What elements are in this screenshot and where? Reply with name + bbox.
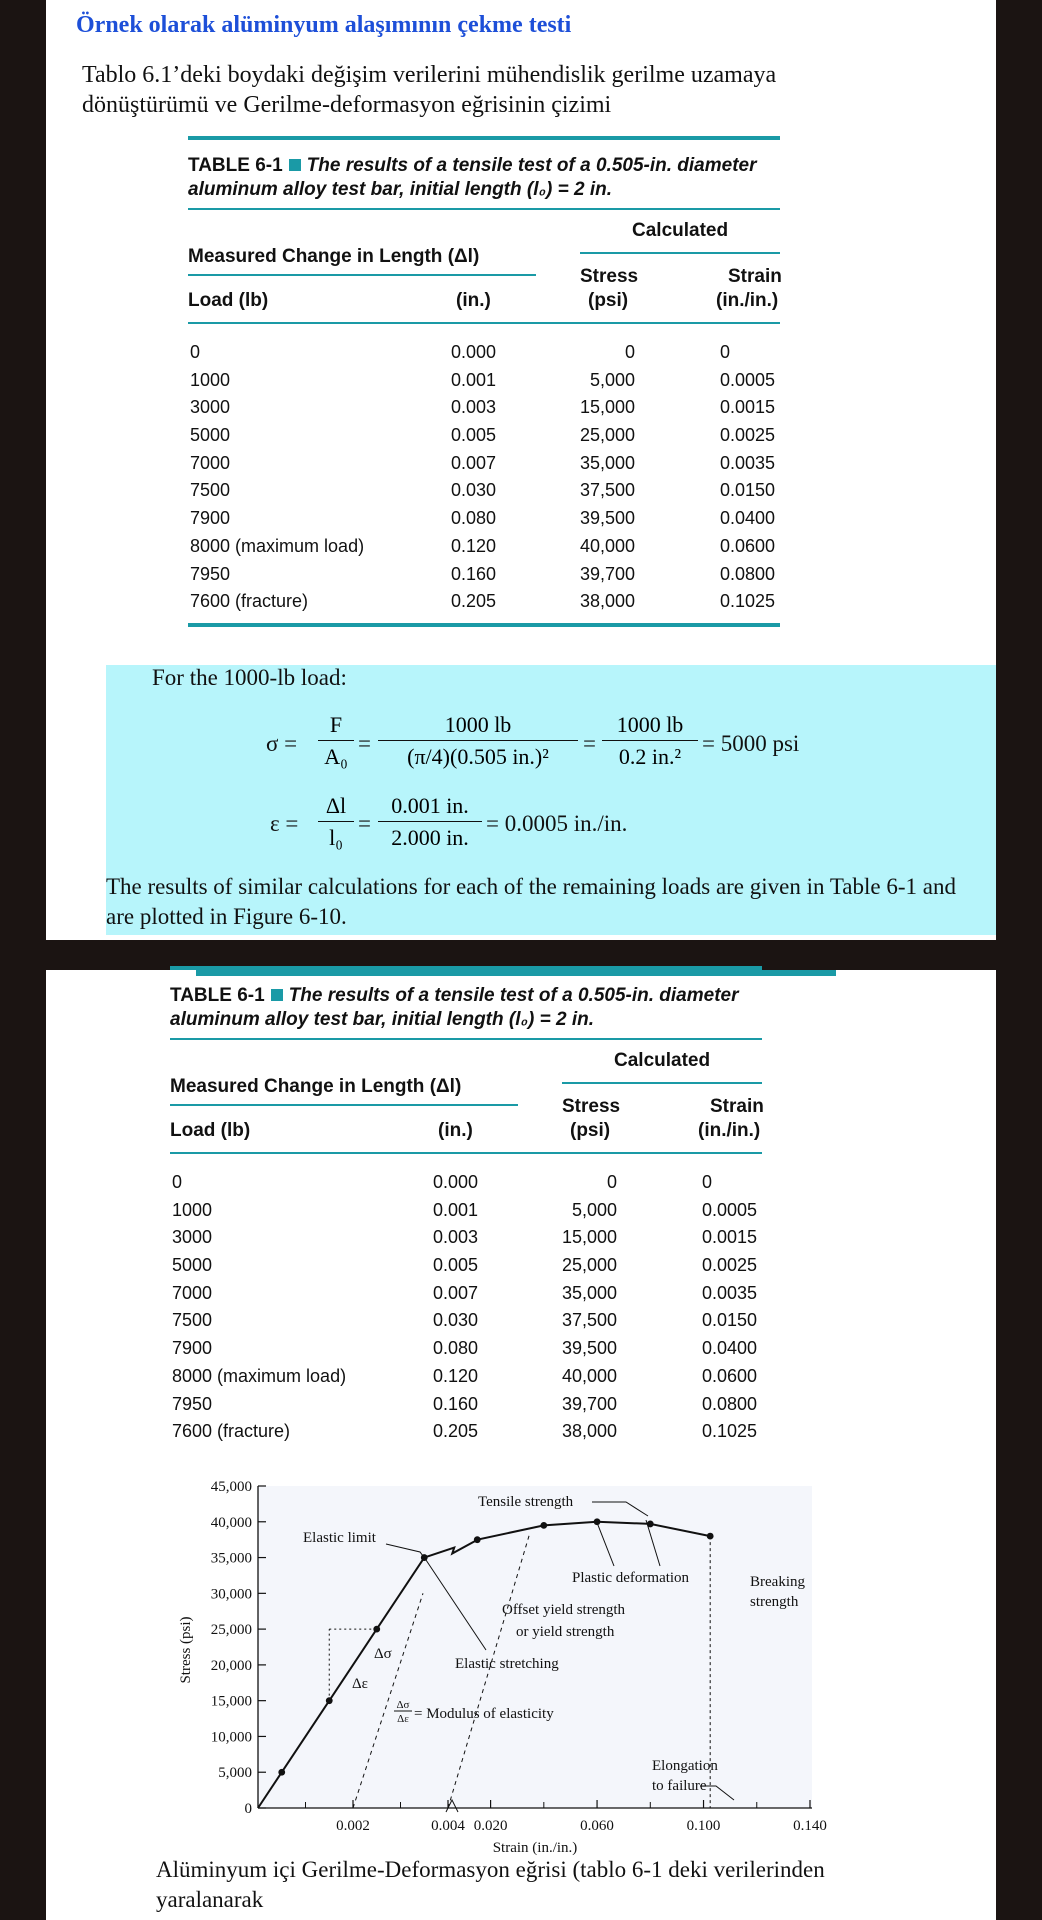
measured-header: Measured Change in Length (Δl) [188,246,480,267]
calc-intro: For the 1000-lb load: [152,665,347,690]
load-header: Load (lb) [170,1120,251,1141]
load-header: Load (lb) [188,290,269,311]
modulus-label: = Modulus of elasticity [414,1706,554,1722]
stress-cell: 40,000 [579,535,635,556]
strain-cell: 0.0600 [702,1365,758,1386]
stress-cell: 39,700 [579,563,635,584]
length-change-cell: 0.160 [433,1393,479,1414]
length-change-cell: 0.080 [433,1338,479,1359]
table-caption-text: The results of a tensile test of a 0.505-in. diameter aluminum alloy test bar, initial length (l₀) = 2 in. [170,985,739,1030]
fraction-2-num: 1000 lb [602,712,698,741]
data-point [278,1769,285,1776]
stress-cell: 0 [624,342,635,362]
inch-header: (in.) [456,290,491,311]
strain-cell: 0.0800 [702,1393,758,1414]
l0-symbol: l₀ [329,825,343,850]
y-tick-label: 40,000 [210,1514,252,1531]
modulus-frac-den: Δε [397,1713,409,1725]
strain-cell: 0.1025 [720,591,776,612]
fraction-3-num: 0.001 in. [378,793,482,822]
elongation-label-2: to failure [652,1778,707,1794]
stress-cell: 39,700 [561,1393,617,1414]
strain-cell: 0.0400 [720,508,776,529]
fraction-1-num: 1000 lb [378,712,578,741]
length-change-cell: 0.160 [451,563,497,584]
length-change-cell: 0.003 [451,397,497,418]
stress-unit-header: (psi) [588,290,629,311]
strain-cell: 0.0015 [702,1227,758,1248]
plastic-deformation-label: Plastic deformation [572,1570,690,1586]
y-tick-label: 45,000 [210,1479,252,1495]
elongation-label-1: Elongation [652,1758,718,1774]
strain-cell: 0.0035 [702,1282,758,1303]
stress-cell: 40,000 [561,1365,617,1386]
strain-cell: 0.0025 [720,425,776,446]
page-heading: Örnek olarak alüminyum alaşımının çekme testi [76,12,572,38]
y-tick-label: 30,000 [210,1586,252,1603]
y-tick-label: 35,000 [210,1550,252,1567]
data-point [540,1522,547,1529]
y-tick-label: 25,000 [210,1622,252,1639]
modulus-frac-num: Δσ [396,1699,410,1711]
fraction-1-den: (π/4)(0.505 in.)² [407,744,549,769]
stress-unit-header: (psi) [570,1120,611,1141]
sigma-symbol: σ = [266,731,298,756]
length-change-cell: 0.120 [433,1365,479,1386]
stress-cell: 39,500 [579,508,635,529]
table-label: TABLE 6-1 [170,985,265,1006]
load-cell: 8000 (maximum load) [172,1365,347,1386]
figure-caption: Alüminyum içi Gerilme-Deformasyon eğrisi (tablo 6-1 deki verilerinden yaralanarak [156,1857,825,1912]
length-change-cell: 0.005 [433,1255,479,1276]
equals-2: = [583,731,596,756]
load-cell: 0 [190,342,201,362]
length-change-cell: 0.001 [451,369,497,390]
equals-1: = [358,731,371,756]
load-cell: 7950 [190,563,231,584]
strain-header: Strain [728,266,782,287]
load-cell: 7900 [190,508,231,529]
stress-cell: 5,000 [589,369,635,390]
delta-epsilon-label: Δε [352,1676,368,1692]
x-tick-label: 0.020 [473,1818,508,1834]
length-change-cell: 0.000 [433,1172,479,1192]
strain-cell: 0.0035 [720,452,776,473]
x-axis-label: Strain (in./in.) [492,1840,578,1856]
stress-cell: 0 [606,1172,617,1192]
equals-3: = [358,811,371,836]
length-change-cell: 0.003 [433,1227,479,1248]
results-paragraph: The results of similar calculations for each of the remaining loads are given in Table 6-1 and are plotted in Figure 6-10. [106,874,956,929]
stress-cell: 35,000 [579,452,635,473]
dl-symbol: Δl [318,793,354,822]
stress-cell: 35,000 [561,1282,617,1303]
data-point [474,1536,481,1543]
load-cell: 7500 [190,480,231,501]
stress-cell: 25,000 [561,1255,617,1276]
strain-cell: 0.0005 [702,1199,758,1220]
measured-header: Measured Change in Length (Δl) [170,1076,462,1097]
stress-header: Stress [562,1096,621,1117]
x-tick-label: 0.004 [431,1818,465,1834]
length-change-cell: 0.205 [451,591,497,612]
y-tick-label: 5,000 [218,1765,252,1782]
strain-cell: 0.1025 [702,1421,758,1442]
fraction-2-den: 0.2 in.² [618,744,682,769]
stress-cell: 15,000 [561,1227,617,1248]
calculated-header: Calculated [632,220,729,241]
a0-symbol: A₀ [324,744,348,769]
stress-result: = 5000 psi [702,731,800,756]
strain-cell: 0.0400 [702,1338,758,1359]
length-change-cell: 0.205 [433,1421,479,1442]
delta-sigma-label: Δσ [374,1646,392,1662]
length-change-cell: 0.000 [451,342,497,362]
load-cell: 5000 [172,1255,213,1276]
y-tick-label: 0 [244,1801,252,1817]
load-cell: 3000 [190,397,231,418]
y-tick-label: 20,000 [210,1657,252,1674]
strain-cell: 0.0150 [720,480,776,501]
strain-unit-header: (in./in.) [716,290,779,311]
strain-result: = 0.0005 in./in. [486,811,628,836]
strain-cell: 0 [702,1172,713,1192]
stress-cell: 39,500 [561,1338,617,1359]
y-tick-label: 10,000 [210,1729,252,1746]
stress-cell: 15,000 [579,397,635,418]
calculated-header: Calculated [614,1050,711,1071]
load-cell: 0 [172,1172,183,1192]
breaking-label-2: strength [750,1594,799,1610]
x-tick-label: 0.100 [686,1818,721,1834]
epsilon-symbol: ε = [270,811,299,836]
strain-unit-header: (in./in.) [698,1120,761,1141]
y-axis-label: Stress (psi) [178,1616,194,1684]
offset-label-1: Offset yield strength [502,1602,626,1618]
strain-header: Strain [710,1096,764,1117]
x-tick-label: 0.002 [336,1818,370,1834]
f-symbol: F [318,712,354,741]
length-change-cell: 0.080 [451,508,497,529]
length-change-cell: 0.007 [451,452,497,473]
strain-cell: 0 [720,342,731,362]
breaking-label-1: Breaking [750,1574,805,1590]
table-caption-text: The results of a tensile test of a 0.505-in. diameter aluminum alloy test bar, initial length (l₀) = 2 in. [188,155,757,200]
load-cell: 7600 (fracture) [172,1421,291,1442]
length-change-cell: 0.030 [433,1310,479,1331]
stress-cell: 25,000 [579,425,635,446]
length-change-cell: 0.030 [451,480,497,501]
x-tick-label: 0.140 [793,1818,827,1834]
stress-cell: 38,000 [579,591,635,612]
strain-cell: 0.0025 [702,1255,758,1276]
inch-header: (in.) [438,1120,473,1141]
load-cell: 7000 [172,1282,213,1303]
load-cell: 5000 [190,425,231,446]
stress-cell: 5,000 [571,1199,617,1220]
stress-cell: 38,000 [561,1421,617,1442]
length-change-cell: 0.120 [451,535,497,556]
fraction-3-den: 2.000 in. [391,825,469,850]
length-change-cell: 0.007 [433,1282,479,1303]
stress-cell: 37,500 [579,480,635,501]
y-tick-label: 15,000 [210,1693,252,1710]
load-cell: 7000 [190,452,231,473]
strain-cell: 0.0600 [720,535,776,556]
strain-cell: 0.0015 [720,397,776,418]
load-cell: 8000 (maximum load) [190,535,365,556]
load-cell: 7950 [172,1393,213,1414]
offset-label-2: or yield strength [516,1624,615,1640]
strain-cell: 0.0800 [720,563,776,584]
elastic-limit-label: Elastic limit [303,1530,376,1546]
length-change-cell: 0.001 [433,1199,479,1220]
elastic-stretching-label: Elastic stretching [455,1656,559,1672]
page-subtitle: Tablo 6.1’deki boydaki değişim verilerini mühendislik gerilme uzamaya dönüştürümü ve Gerilme-deformasyon eğrisinin çizimi [82,62,777,118]
tensile-strength-label: Tensile strength [478,1494,574,1510]
load-cell: 1000 [172,1199,213,1220]
length-change-cell: 0.005 [451,425,497,446]
load-cell: 1000 [190,369,231,390]
load-cell: 7600 (fracture) [190,591,309,612]
strain-cell: 0.0005 [720,369,776,390]
strain-cell: 0.0150 [702,1310,758,1331]
stress-header: Stress [580,266,639,287]
load-cell: 3000 [172,1227,213,1248]
stress-cell: 37,500 [561,1310,617,1331]
load-cell: 7900 [172,1338,213,1359]
load-cell: 7500 [172,1310,213,1331]
x-tick-label: 0.060 [580,1818,614,1834]
table-label: TABLE 6-1 [188,155,283,176]
